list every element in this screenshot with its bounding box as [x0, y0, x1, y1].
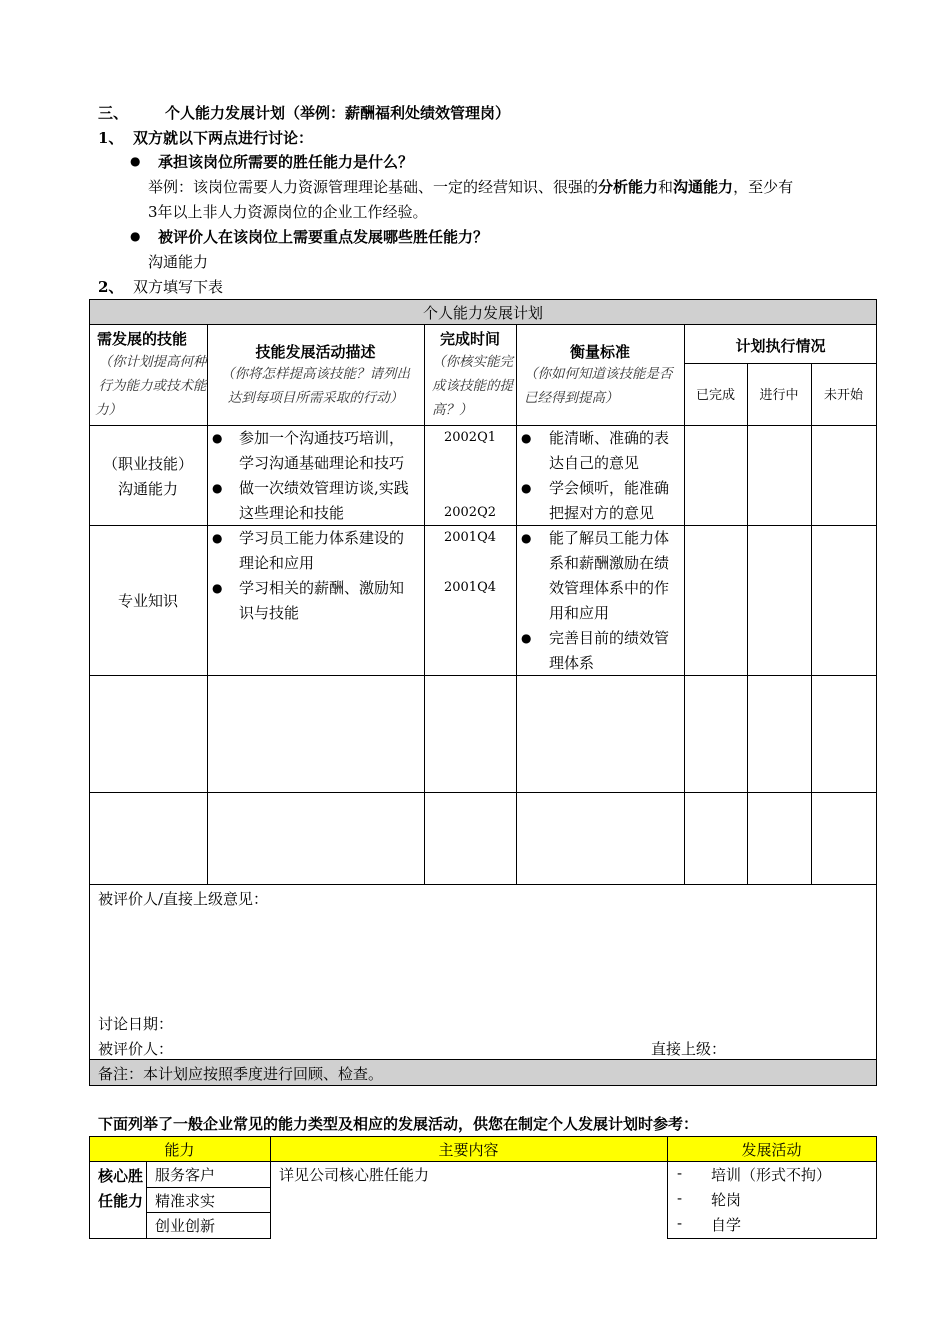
header-measure: 衡量标准 — [569, 343, 630, 361]
bullet-icon: ● — [212, 581, 223, 595]
step2-text: 双方填写下表 — [133, 278, 224, 296]
ref-content: 详见公司核心胜任能力 — [279, 1166, 430, 1184]
bullet-icon: ● — [521, 531, 532, 545]
row2-activity-1: 学习员工能力体系建设的 理论和应用 — [239, 529, 405, 572]
bullet-icon: ● — [521, 481, 532, 495]
bullet-icon: ● — [130, 229, 141, 243]
bullet-icon: ● — [212, 431, 223, 445]
question-1: 承担该岗位所需要的胜任能力是什么？ — [158, 153, 414, 171]
row2-activity-2: 学习相关的薪酬、激励知 识与技能 — [239, 579, 405, 622]
ref-item-2: 精准求实 — [155, 1192, 216, 1210]
bullet-icon: ● — [130, 154, 141, 168]
header-done: 已完成 — [695, 388, 735, 403]
header-measure-hint: （你如何知道该技能是否 已经得到提高） — [524, 366, 673, 406]
row2-time-1: 2001Q4 — [443, 530, 496, 545]
step1-text: 双方就以下两点进行讨论： — [133, 129, 314, 147]
ref-activity-2: 轮岗 — [711, 1191, 742, 1209]
evaluatee-label: 被评价人： — [98, 1040, 174, 1058]
section-number: 三、 — [98, 104, 129, 122]
row1-skill: （职业技能） 沟通能力 — [102, 455, 193, 498]
dash-icon: - — [677, 1214, 683, 1232]
ref-header-activity: 发展活动 — [741, 1141, 802, 1159]
question-2: 被评价人在该岗位上需要重点发展哪些胜任能力？ — [158, 228, 489, 246]
ref-item-3: 创业创新 — [155, 1217, 216, 1235]
header-skill: 需发展的技能 — [97, 330, 188, 348]
dash-icon: - — [677, 1189, 683, 1207]
ref-header-ability: 能力 — [164, 1141, 195, 1159]
header-status: 计划执行情况 — [735, 337, 826, 355]
ref-activity-3: 自学 — [711, 1216, 742, 1234]
bullet-icon: ● — [212, 531, 223, 545]
answer-1-line1: 举例：该岗位需要人力资源管理理论基础、一定的经营知识、很强的分析能力和沟通能力，至少有 — [148, 178, 794, 196]
header-activity: 技能发展活动描述 — [255, 343, 376, 361]
section-title: 个人能力发展计划（举例：薪酬福利处绩效管理岗） — [165, 104, 511, 122]
row1-measure-2: 学会倾听，能准确 把握对方的意见 — [549, 479, 670, 522]
opinion-label: 被评价人/直接上级意见： — [98, 890, 269, 908]
bullet-icon: ● — [521, 631, 532, 645]
remark: 备注：本计划应按照季度进行回顾、检查。 — [98, 1065, 384, 1083]
bullet-icon: ● — [212, 481, 223, 495]
row2-time-2: 2001Q4 — [443, 580, 496, 595]
row2-skill: 专业知识 — [117, 592, 178, 610]
step1-number: 1、 — [98, 129, 124, 147]
plan-table-title: 个人能力发展计划 — [422, 304, 543, 322]
ref-category: 核心胜 任能力 — [98, 1167, 144, 1210]
row1-activity-2: 做一次绩效管理访谈,实践 这些理论和技能 — [239, 479, 409, 522]
supervisor-label: 直接上级： — [651, 1040, 727, 1058]
row1-time-2: 2002Q2 — [443, 505, 496, 520]
bullet-icon: ● — [521, 431, 532, 445]
header-activity-hint: （你将怎样提高该技能？请列出 达到每项目所需采取的行动） — [221, 366, 410, 406]
header-time-hint: （你核实能完 成该技能的提 高？） — [432, 354, 513, 418]
dash-icon: - — [677, 1164, 683, 1182]
row1-time-1: 2002Q1 — [443, 430, 496, 445]
answer-2: 沟通能力 — [148, 253, 209, 271]
row1-measure-1: 能清晰、准确的表 达自己的意见 — [549, 429, 670, 472]
row2-measure-1: 能了解员工能力体 系和薪酬激励在绩 效管理体系中的作 用和应用 — [549, 529, 670, 622]
answer-1-line2: 3年以上非人力资源岗位的企业工作经验。 — [148, 203, 428, 221]
header-skill-hint: （你计划提高何种 行为能力或技术能 力） — [95, 354, 207, 418]
ref-header-content: 主要内容 — [438, 1141, 499, 1159]
row2-measure-2: 完善目前的绩效管 理体系 — [549, 629, 670, 672]
discuss-date-label: 讨论日期： — [98, 1015, 174, 1033]
header-in-progress: 进行中 — [759, 388, 799, 403]
ref-activity-1: 培训（形式不拘） — [711, 1166, 832, 1184]
row1-activity-1: 参加一个沟通技巧培训， 学习沟通基础理论和技巧 — [239, 429, 405, 472]
header-not-started: 未开始 — [823, 388, 863, 403]
header-time: 完成时间 — [439, 330, 500, 348]
ref-item-1: 服务客户 — [155, 1166, 216, 1184]
step2-number: 2、 — [98, 278, 124, 296]
reference-intro: 下面列举了一般企业常见的能力类型及相应的发展活动，供您在制定个人发展计划时参考： — [98, 1115, 699, 1133]
